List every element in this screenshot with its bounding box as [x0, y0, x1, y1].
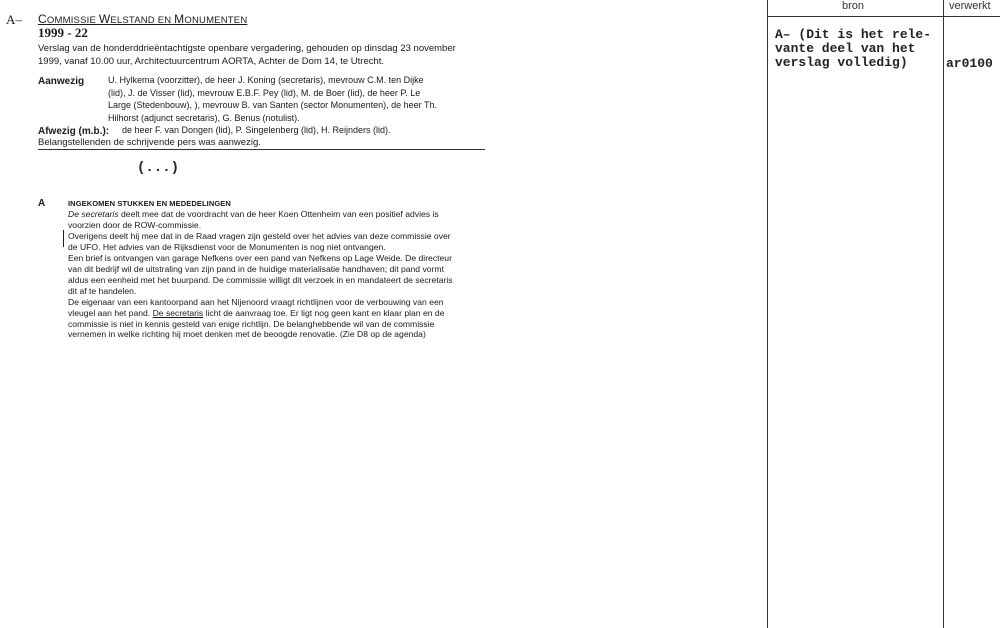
page-marker: A– — [6, 12, 22, 27]
report-year: 1999 - 22 — [38, 25, 88, 40]
margin-mark — [63, 230, 64, 247]
body-line: aldus een eenheid met het buurpand. De commissie willigt dit verzoek in en mandateert de secretaris — [68, 274, 453, 285]
stakeholders-note: Belangstellenden de schrijvende pers was aanwezig. — [38, 137, 261, 148]
absent-list: de heer F. van Dongen (lid), P. Singelenberg (lid), H. Reijnders (lid). — [122, 125, 391, 135]
present-line: U. Hylkema (voorzitter), de heer J. Koning (secretaris), mevrouw C.M. ten Dijke — [108, 75, 424, 85]
omission-marker: (...) — [137, 160, 180, 176]
body-line: vleugel aan het pand. De secretaris licht de aanvraag toe. Er ligt nog geen kant en klaar plan en de — [68, 307, 445, 318]
absent-label: Afwezig (m.b.): — [38, 126, 110, 137]
commission-title: COMMISSIE WELSTAND EN MONUMENTEN — [38, 12, 248, 26]
present-line: (lid), J. de Visser (lid), mevrouw E.B.F. Pey (lid), M. de Boer (lid), de heer P. Le — [108, 87, 421, 98]
body-line: dit af te handelen. — [68, 285, 137, 296]
report-intro — [38, 43, 488, 68]
present-label: Aanwezig — [38, 76, 85, 87]
body-line: de UFO. Het advies van de Rijksdienst voor de Monumenten is nog niet ontvangen. — [68, 241, 386, 252]
body-line: commissie is niet in kennis gesteld van enige richtlijn. De belanghebbende wil van de commissie — [68, 318, 435, 329]
body-line: De secretaris deelt mee dat de voordracht van de heer Koen Ottenheim van een positief advies is — [68, 209, 439, 219]
present-line: Large (Stedenbouw), ), mevrouw B. van Santen (sector Monumenten), de heer Th. — [108, 100, 438, 111]
body-line: De eigenaar van een kantoorpand aan het Nijenoord vraagt richtlijnen voor de verbouwing van een — [68, 296, 444, 307]
body-line: van dit bedrijf wil de uitstraling van zijn pand in de huidige materialisatie handhaven; dit pand vormt — [68, 263, 444, 274]
column-header-bron: bron — [842, 0, 865, 12]
processed-code: ar0100 — [946, 56, 993, 71]
section-letter: A — [38, 198, 46, 209]
intro-line: Verslag van de honderddrieëntachtigste openbare vergadering, gehouden op dinsdag 23 november — [38, 43, 456, 54]
body-line: Een brief is ontvangen van garage Nefkens over een pand van Nefkens op Lage Weide. De directeur — [68, 252, 452, 263]
present-line: Hilhorst (adjunct secretaris), G. Benus (notulist). — [108, 112, 300, 123]
body-line: voorzien door de ROW-commissie. — [68, 219, 202, 230]
table-border-middle — [943, 0, 944, 628]
header-divider — [38, 149, 485, 150]
column-header-verwerkt: verwerkt — [949, 0, 991, 12]
table-header-rule — [767, 16, 1000, 17]
section-title: INGEKOMEN STUKKEN EN MEDEDELINGEN — [68, 199, 231, 208]
body-line: Overigens deelt hij mee dat in de Raad vragen zijn gesteld over het advies van deze commissie over — [68, 230, 451, 241]
present-list — [108, 74, 437, 124]
intro-line: 1999, vanaf 10.00 uur, Architectuurcentrum AORTA, Achter de Dom 14, te Utrecht. — [38, 55, 385, 67]
table-border-left — [767, 0, 768, 628]
section-body — [68, 209, 453, 340]
source-note: A– (Dit is het rele- vante deel van het verslag volledig) — [775, 27, 932, 70]
body-line: vernemen in welke richting hij moet denken met de beoogde renovatie. (Zie D8 op de agenda) — [68, 329, 426, 340]
